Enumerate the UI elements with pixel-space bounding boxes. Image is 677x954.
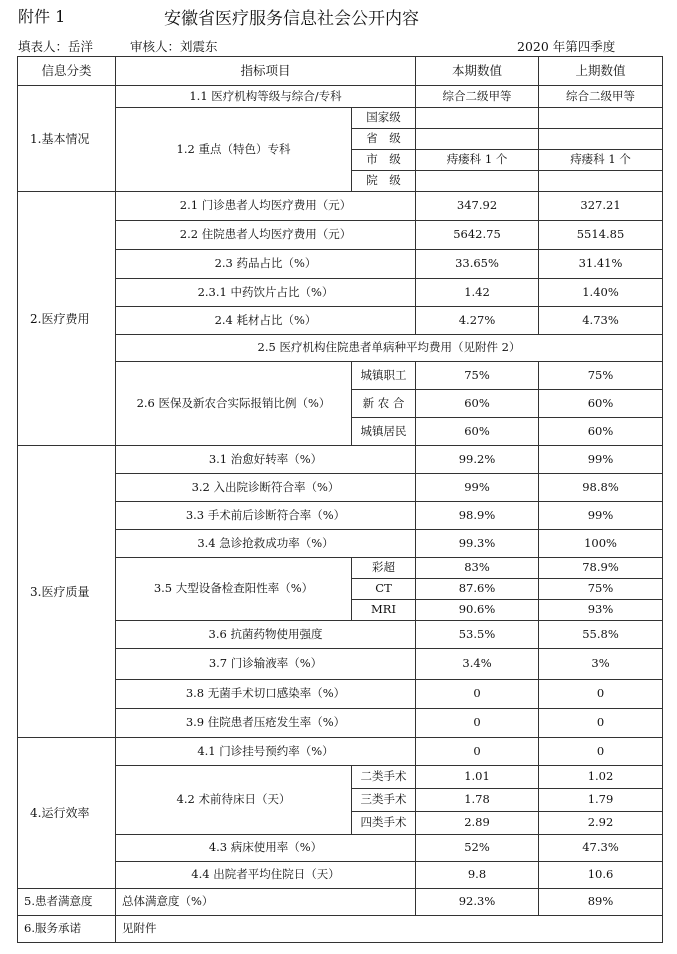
indicator-cell: 4.2 术前待床日（天） (116, 766, 352, 835)
indicator-cell: 3.2 入出院诊断符合率（%） (116, 474, 416, 502)
filler-label: 填表人：岳洋 (18, 39, 94, 54)
previous-value: 0 (539, 680, 663, 709)
current-value: 347.92 (416, 192, 539, 221)
table-row (18, 86, 663, 108)
current-value: 3.4% (416, 649, 539, 680)
current-value: 90.6% (416, 600, 539, 621)
previous-value: 55.8% (539, 621, 663, 649)
current-value: 0 (416, 680, 539, 709)
indicator-cell: 1.1 医疗机构等级与综合/专科 (116, 86, 416, 108)
previous-value (539, 108, 663, 129)
indicator-cell: 4.4 出院者平均住院日（天） (116, 862, 416, 889)
indicator-cell: 3.7 门诊输液率（%） (116, 649, 416, 680)
indicator-cell: 1.2 重点（特色）专科 (116, 108, 352, 192)
table-row (18, 192, 663, 221)
current-value: 痔瘘科 1 个 (416, 150, 539, 171)
current-value: 87.6% (416, 579, 539, 600)
previous-value: 89% (539, 889, 663, 916)
category-cell: 5.患者满意度 (18, 889, 116, 916)
previous-value: 10.6 (539, 862, 663, 889)
table-row (18, 738, 663, 766)
previous-value: 1.40% (539, 279, 663, 307)
indicator-cell: 4.3 病床使用率（%） (116, 835, 416, 862)
sub-indicator-cell: MRI (352, 600, 416, 621)
current-value (416, 108, 539, 129)
previous-value: 327.21 (539, 192, 663, 221)
indicator-cell: 总体满意度（%） (116, 889, 416, 916)
current-value: 1.78 (416, 789, 539, 812)
current-value (416, 129, 539, 150)
indicator-cell: 3.9 住院患者压疮发生率（%） (116, 709, 416, 738)
sub-indicator-cell: 市 级 (352, 150, 416, 171)
previous-value: 1.02 (539, 766, 663, 789)
previous-value: 3% (539, 649, 663, 680)
previous-value: 47.3% (539, 835, 663, 862)
current-value: 综合二级甲等 (416, 86, 539, 108)
indicator-cell: 4.1 门诊挂号预约率（%） (116, 738, 416, 766)
previous-value: 75% (539, 579, 663, 600)
previous-value (539, 171, 663, 192)
indicator-cell: 2.1 门诊患者人均医疗费用（元） (116, 192, 416, 221)
category-cell: 2.医疗费用 (18, 192, 116, 446)
previous-value: 综合二级甲等 (539, 86, 663, 108)
indicator-cell: 2.5 医疗机构住院患者单病种平均费用（见附件 2） (116, 335, 663, 362)
current-value: 60% (416, 418, 539, 446)
sub-indicator-cell: 国家级 (352, 108, 416, 129)
previous-value: 4.73% (539, 307, 663, 335)
previous-value: 1.79 (539, 789, 663, 812)
previous-value: 75% (539, 362, 663, 390)
indicator-cell: 3.6 抗菌药物使用强度 (116, 621, 416, 649)
current-value: 1.01 (416, 766, 539, 789)
current-value: 92.3% (416, 889, 539, 916)
previous-value (539, 129, 663, 150)
current-value: 83% (416, 558, 539, 579)
page-title: 安徽省医疗服务信息社会公开内容 (164, 9, 419, 29)
previous-value: 99% (539, 502, 663, 530)
col-header-indicator: 指标项目 (116, 57, 416, 86)
previous-value: 痔瘘科 1 个 (539, 150, 663, 171)
current-value: 99.3% (416, 530, 539, 558)
sub-indicator-cell: 四类手术 (352, 812, 416, 835)
current-value: 52% (416, 835, 539, 862)
current-value: 99.2% (416, 446, 539, 474)
indicator-cell: 3.8 无菌手术切口感染率（%） (116, 680, 416, 709)
indicator-cell: 见附件 (116, 916, 663, 943)
current-value: 53.5% (416, 621, 539, 649)
indicator-cell: 3.5 大型设备检查阳性率（%） (116, 558, 352, 621)
previous-value: 0 (539, 738, 663, 766)
previous-value: 100% (539, 530, 663, 558)
sub-indicator-cell: CT (352, 579, 416, 600)
info-table (17, 56, 663, 943)
current-value: 98.9% (416, 502, 539, 530)
table-row (18, 446, 663, 474)
period-label: 2020 年第四季度 (517, 39, 616, 54)
current-value (416, 171, 539, 192)
current-value: 5642.75 (416, 221, 539, 250)
indicator-cell: 3.3 手术前后诊断符合率（%） (116, 502, 416, 530)
indicator-cell: 2.3 药品占比（%） (116, 250, 416, 279)
previous-value: 98.8% (539, 474, 663, 502)
indicator-cell: 2.6 医保及新农合实际报销比例（%） (116, 362, 352, 446)
current-value: 9.8 (416, 862, 539, 889)
table-row (18, 916, 663, 943)
indicator-cell: 3.4 急诊抢救成功率（%） (116, 530, 416, 558)
meta-line (18, 37, 658, 55)
current-value: 1.42 (416, 279, 539, 307)
previous-value: 60% (539, 418, 663, 446)
indicator-cell: 2.3.1 中药饮片占比（%） (116, 279, 416, 307)
previous-value: 60% (539, 390, 663, 418)
current-value: 2.89 (416, 812, 539, 835)
sub-indicator-cell: 彩超 (352, 558, 416, 579)
current-value: 4.27% (416, 307, 539, 335)
indicator-cell: 3.1 治愈好转率（%） (116, 446, 416, 474)
previous-value: 5514.85 (539, 221, 663, 250)
previous-value: 2.92 (539, 812, 663, 835)
previous-value: 99% (539, 446, 663, 474)
table-row (18, 889, 663, 916)
col-header-current: 本期数值 (416, 57, 539, 86)
indicator-cell: 2.4 耗材占比（%） (116, 307, 416, 335)
category-cell: 6.服务承诺 (18, 916, 116, 943)
attachment-label: 附件 1 (18, 7, 66, 26)
reviewer-label: 审核人：刘震东 (130, 39, 218, 54)
previous-value: 0 (539, 709, 663, 738)
current-value: 75% (416, 362, 539, 390)
sub-indicator-cell: 二类手术 (352, 766, 416, 789)
col-header-previous: 上期数值 (539, 57, 663, 86)
current-value: 60% (416, 390, 539, 418)
sub-indicator-cell: 城镇居民 (352, 418, 416, 446)
category-cell: 3.医疗质量 (18, 446, 116, 738)
current-value: 33.65% (416, 250, 539, 279)
current-value: 0 (416, 709, 539, 738)
previous-value: 31.41% (539, 250, 663, 279)
sub-indicator-cell: 省 级 (352, 129, 416, 150)
sub-indicator-cell: 院 级 (352, 171, 416, 192)
sub-indicator-cell: 城镇职工 (352, 362, 416, 390)
indicator-cell: 2.2 住院患者人均医疗费用（元） (116, 221, 416, 250)
category-cell: 1.基本情况 (18, 86, 116, 192)
sub-indicator-cell: 三类手术 (352, 789, 416, 812)
sub-indicator-cell: 新 农 合 (352, 390, 416, 418)
col-header-category: 信息分类 (18, 57, 116, 86)
previous-value: 93% (539, 600, 663, 621)
current-value: 99% (416, 474, 539, 502)
previous-value: 78.9% (539, 558, 663, 579)
category-cell: 4.运行效率 (18, 738, 116, 889)
table-header-row (18, 57, 663, 86)
current-value: 0 (416, 738, 539, 766)
